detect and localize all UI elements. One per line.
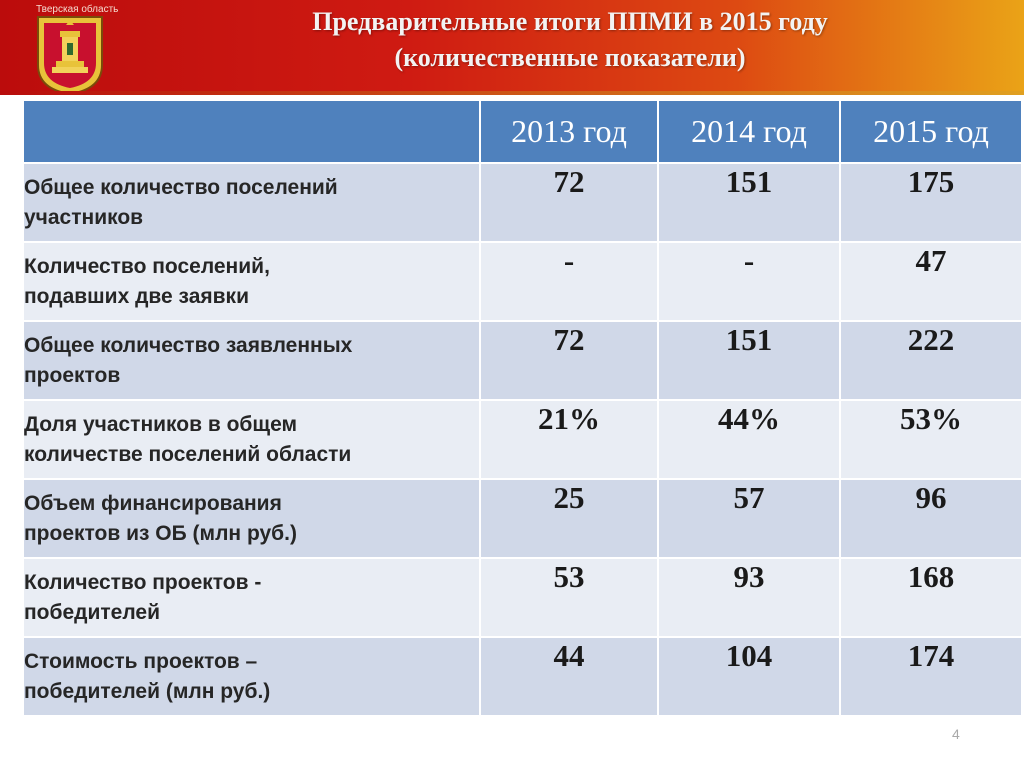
- column-header-2014: 2014 год: [659, 101, 839, 162]
- row-label-line: количестве поселений области: [24, 442, 352, 466]
- value-cell-2013: 53: [481, 559, 657, 636]
- value-cell-2015: 168: [841, 559, 1021, 636]
- row-label: [24, 401, 479, 478]
- table-header-row: [24, 101, 1021, 162]
- row-label: [24, 480, 479, 557]
- title-line-1: Предварительные итоги ППМИ в 2015 году: [312, 7, 828, 36]
- value-cell-2014: 151: [659, 322, 839, 399]
- table-row: [24, 638, 1021, 715]
- row-label-line: Стоимость проектов –: [24, 649, 258, 673]
- row-label: [24, 322, 479, 399]
- value-cell-2015: 175: [841, 164, 1021, 241]
- row-label-line: Количество поселений,: [24, 254, 270, 278]
- row-label-line: победителей (млн руб.): [24, 679, 271, 703]
- value-cell-2014: 57: [659, 480, 839, 557]
- value-cell-2013: 72: [481, 322, 657, 399]
- page-number: 4: [952, 726, 960, 742]
- row-label-line: Объем финансирования: [24, 491, 282, 515]
- table-row: [24, 559, 1021, 636]
- row-label: [24, 243, 479, 320]
- row-label: [24, 164, 479, 241]
- row-label-line: проектов: [24, 363, 121, 387]
- value-cell-2013: 44: [481, 638, 657, 715]
- row-label-line: Общее количество поселений: [24, 175, 338, 199]
- region-label: Тверская область: [36, 4, 119, 15]
- value-cell-2015: 96: [841, 480, 1021, 557]
- row-label-line: проектов из ОБ (млн руб.): [24, 521, 297, 545]
- value-cell-2015: 174: [841, 638, 1021, 715]
- slide-header: [0, 0, 1024, 95]
- value-cell-2014: 104: [659, 638, 839, 715]
- coat-of-arms-icon: [36, 15, 104, 95]
- value-cell-2014: 93: [659, 559, 839, 636]
- value-cell-2015: 53%: [841, 401, 1021, 478]
- row-label-line: победителей: [24, 600, 161, 624]
- column-header-2015: 2015 год: [841, 101, 1021, 162]
- table-row: [24, 243, 1021, 320]
- row-label: [24, 638, 479, 715]
- value-cell-2013: 72: [481, 164, 657, 241]
- row-label-line: подавших две заявки: [24, 284, 249, 308]
- table-row: [24, 480, 1021, 557]
- value-cell-2015: 47: [841, 243, 1021, 320]
- value-cell-2013: 25: [481, 480, 657, 557]
- table-row: [24, 401, 1021, 478]
- value-cell-2014: 44%: [659, 401, 839, 478]
- row-label-line: Общее количество заявленных: [24, 333, 353, 357]
- value-cell-2015: 222: [841, 322, 1021, 399]
- table-row: [24, 322, 1021, 399]
- title-line-2: (количественные показатели): [394, 43, 746, 72]
- table-row: [24, 164, 1021, 241]
- header-corner-cell: [24, 101, 479, 162]
- value-cell-2013: -: [481, 243, 657, 320]
- row-label: [24, 559, 479, 636]
- value-cell-2014: -: [659, 243, 839, 320]
- row-label-line: Количество проектов -: [24, 570, 262, 594]
- column-header-2013: 2013 год: [481, 101, 657, 162]
- row-label-line: участников: [24, 205, 144, 229]
- results-table: [22, 99, 1023, 717]
- slide-title: [160, 4, 980, 76]
- value-cell-2014: 151: [659, 164, 839, 241]
- value-cell-2013: 21%: [481, 401, 657, 478]
- row-label-line: Доля участников в общем: [24, 412, 298, 436]
